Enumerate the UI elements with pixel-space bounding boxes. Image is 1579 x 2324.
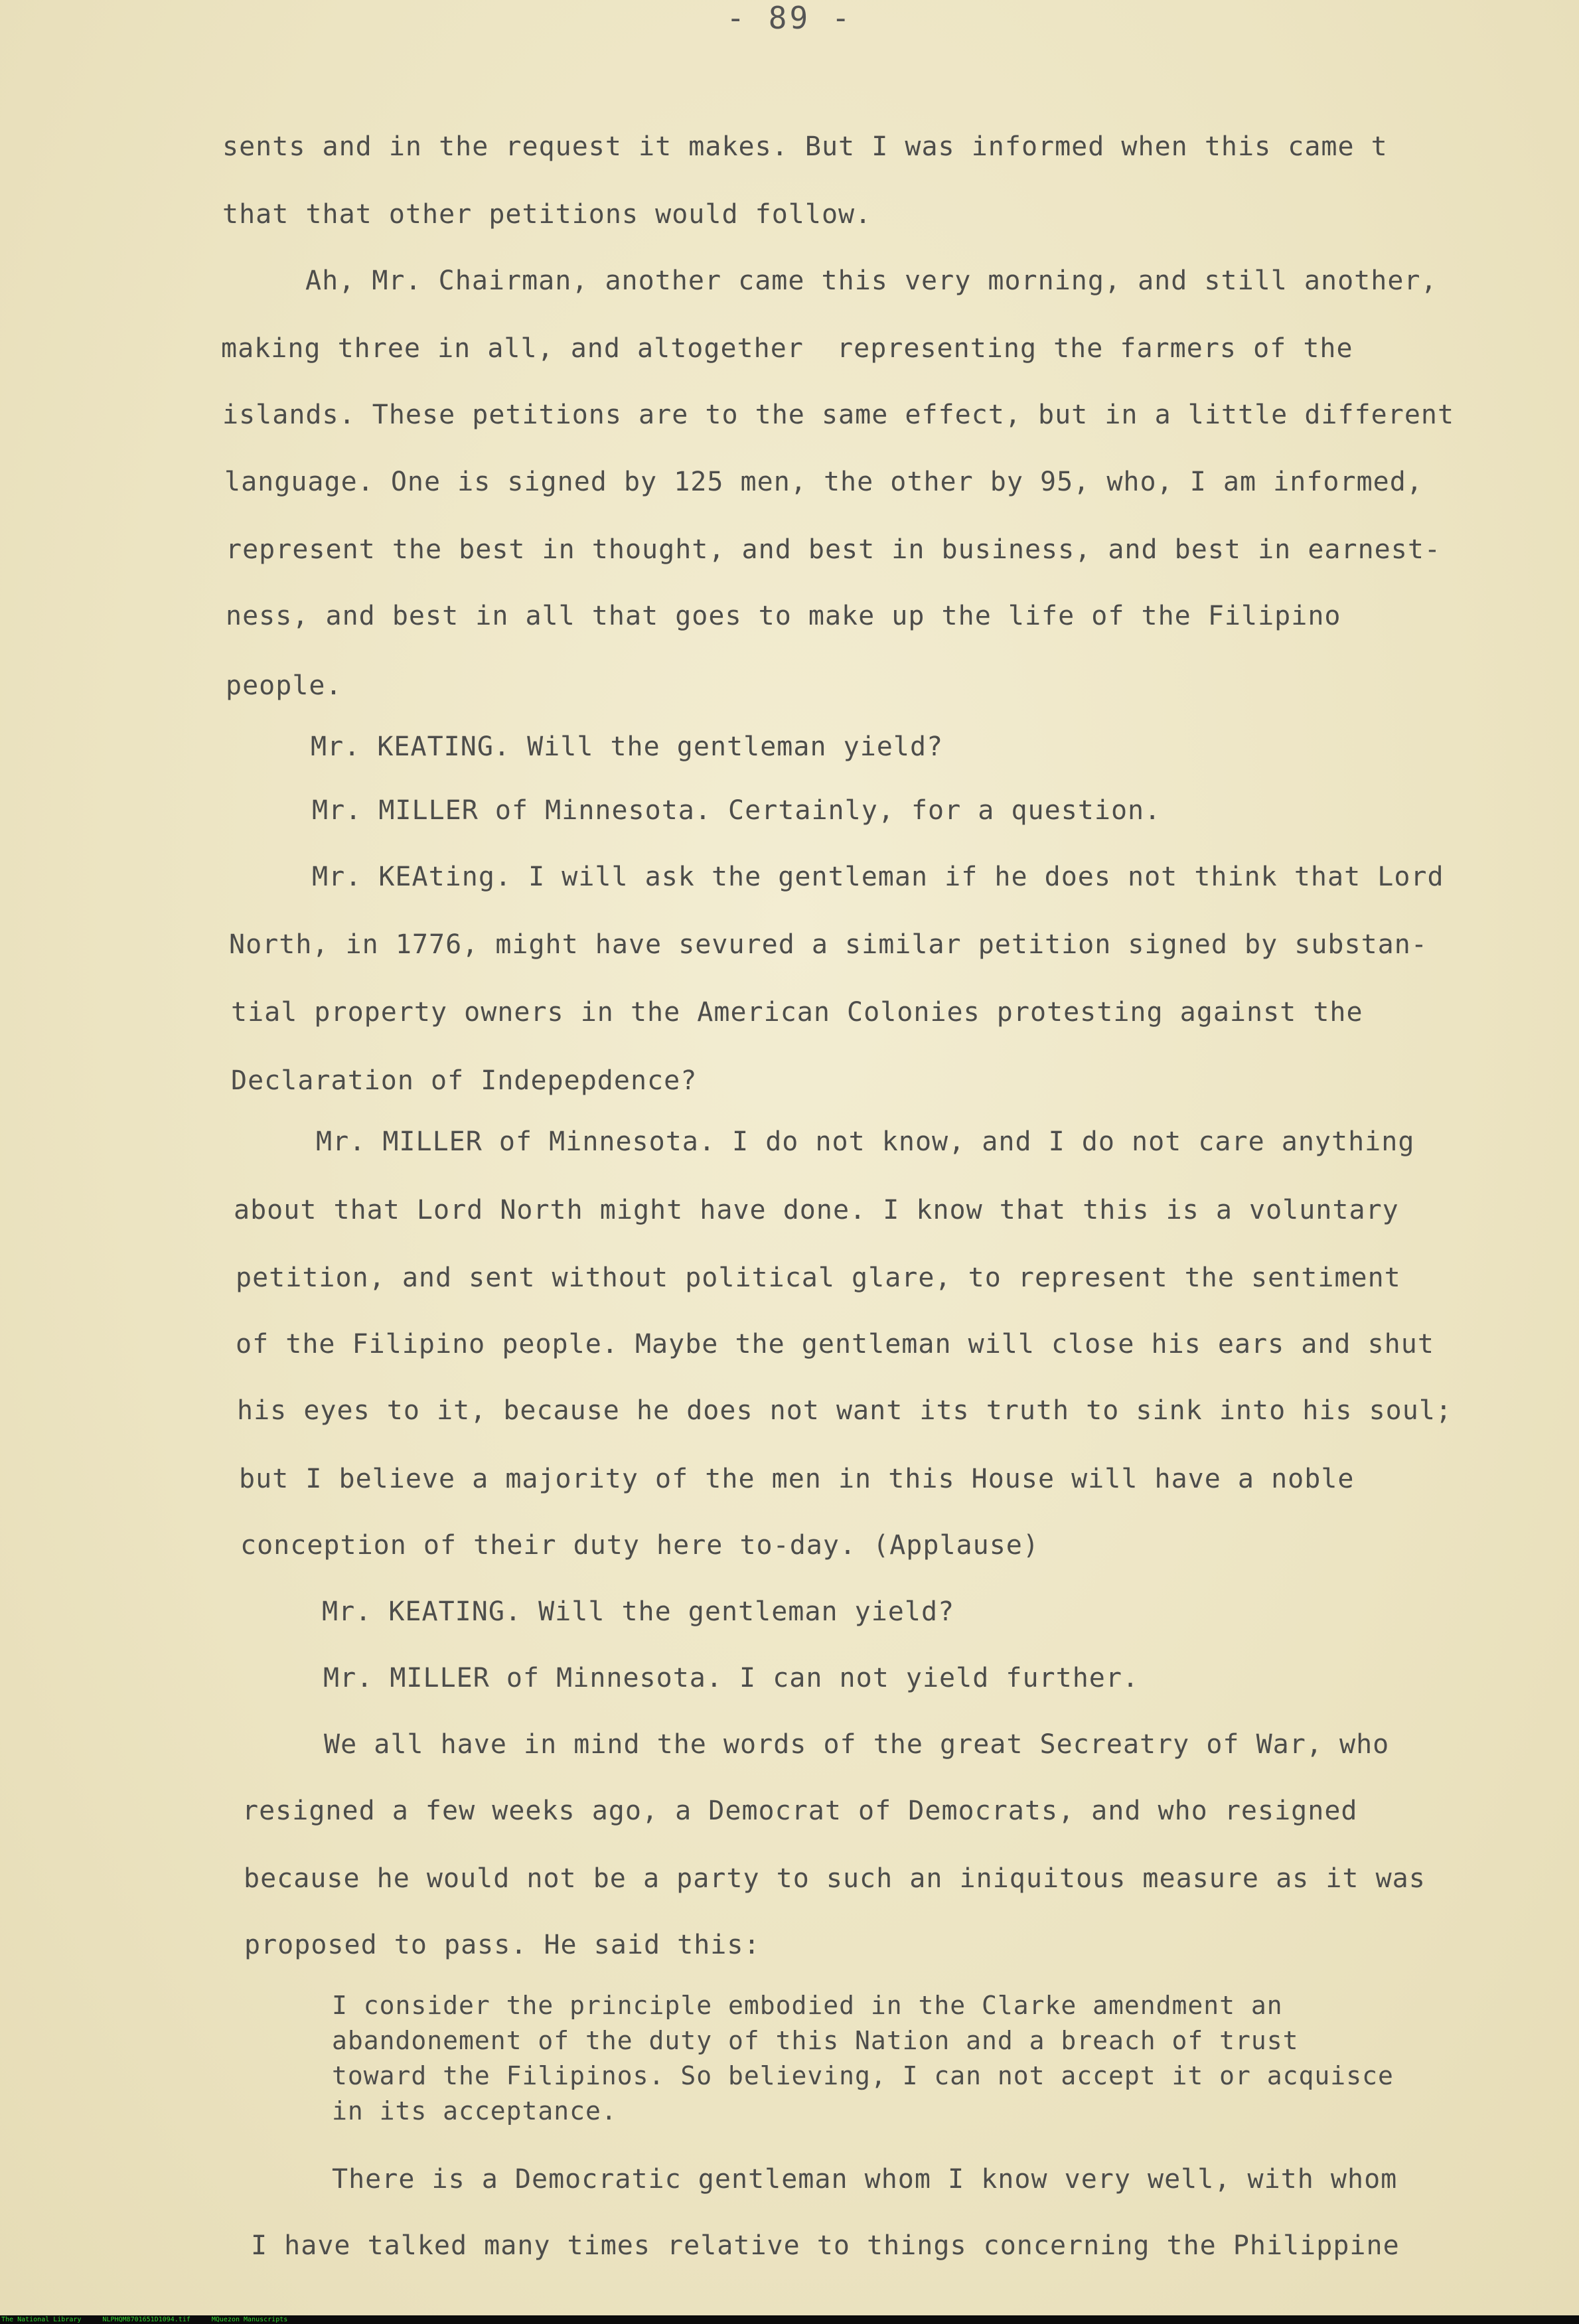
- text-line: people.: [226, 670, 342, 701]
- footer-library: The National Library: [1, 2316, 82, 2323]
- text-line: Mr. MILLER of Minnesota. Certainly, for a question.: [312, 795, 1162, 826]
- text-line: making three in all, and altogether representing the farmers of the: [221, 333, 1353, 364]
- text-line: Mr. MILLER of Minnesota. I can not yield further.: [323, 1663, 1140, 1693]
- text-line: his eyes to it, because he does not want its truth to sink into his soul;: [237, 1395, 1452, 1426]
- text-line: about that Lord North might have done. I know that this is a voluntary: [234, 1195, 1399, 1225]
- text-line: resigned a few weeks ago, a Democrat of Democrats, and who resigned: [242, 1796, 1358, 1826]
- text-line: proposed to pass. He said this:: [244, 1930, 761, 1960]
- text-line: islands. These petitions are to the same effect, but in a little different: [222, 400, 1455, 430]
- text-line: because he would not be a party to such an iniquitous measure as it was: [244, 1863, 1426, 1894]
- block-quote: I consider the principle embodied in the Clarke amendment an abandonement of the duty of this Nation and a breach of trust toward the Filipinos. So believing, I can not accept it or acquisce in its acceptance.: [332, 1991, 1394, 2126]
- text-line: represent the best in thought, and best in business, and best in earnest-: [226, 534, 1441, 565]
- text-line: ness, and best in all that goes to make up the life of the Filipino: [226, 601, 1341, 631]
- text-line: I have talked many times relative to things concerning the Philippine: [251, 2230, 1400, 2261]
- text-line: language. One is signed by 125 men, the other by 95, who, I am informed,: [224, 467, 1423, 497]
- footer-file: NLPHQM8701651D1094.tif: [102, 2316, 190, 2323]
- text-line: North, in 1776, might have sevured a similar petition signed by substan-: [229, 929, 1428, 960]
- text-line: tial property owners in the American Colonies protesting against the: [231, 997, 1363, 1028]
- text-line: Mr. MILLER of Minnesota. I do not know, and I do not care anything: [316, 1126, 1415, 1157]
- text-line: Mr. KEATING. Will the gentleman yield?: [311, 732, 944, 762]
- text-line: but I believe a majority of the men in this House will have a noble: [239, 1464, 1355, 1494]
- text-line: Declaration of Indepepdence?: [231, 1065, 698, 1096]
- text-line: Mr. KEAting. I will ask the gentleman if he does not think that Lord: [312, 862, 1444, 892]
- text-line: Ah, Mr. Chairman, another came this very morning, and still another,: [305, 266, 1438, 296]
- text-line: of the Filipino people. Maybe the gentleman will close his ears and shut: [236, 1329, 1434, 1359]
- text-line: There is a Democratic gentleman whom I know very well, with whom: [332, 2164, 1398, 2195]
- text-line: conception of their duty here to-day. (Applause): [240, 1530, 1039, 1561]
- scan-footer-bar: [0, 2315, 1579, 2324]
- text-line: petition, and sent without political glare, to represent the sentiment: [236, 1263, 1401, 1293]
- text-line: We all have in mind the words of the great Secreatry of War, who: [324, 1729, 1390, 1760]
- text-line: sents and in the request it makes. But I was informed when this came t: [222, 131, 1388, 162]
- page-number: - 89 -: [726, 0, 853, 36]
- text-line: that that other petitions would follow.: [222, 199, 872, 230]
- text-line: Mr. KEATING. Will the gentleman yield?: [322, 1596, 955, 1627]
- footer-collection: MQuezon Manuscripts: [211, 2316, 288, 2323]
